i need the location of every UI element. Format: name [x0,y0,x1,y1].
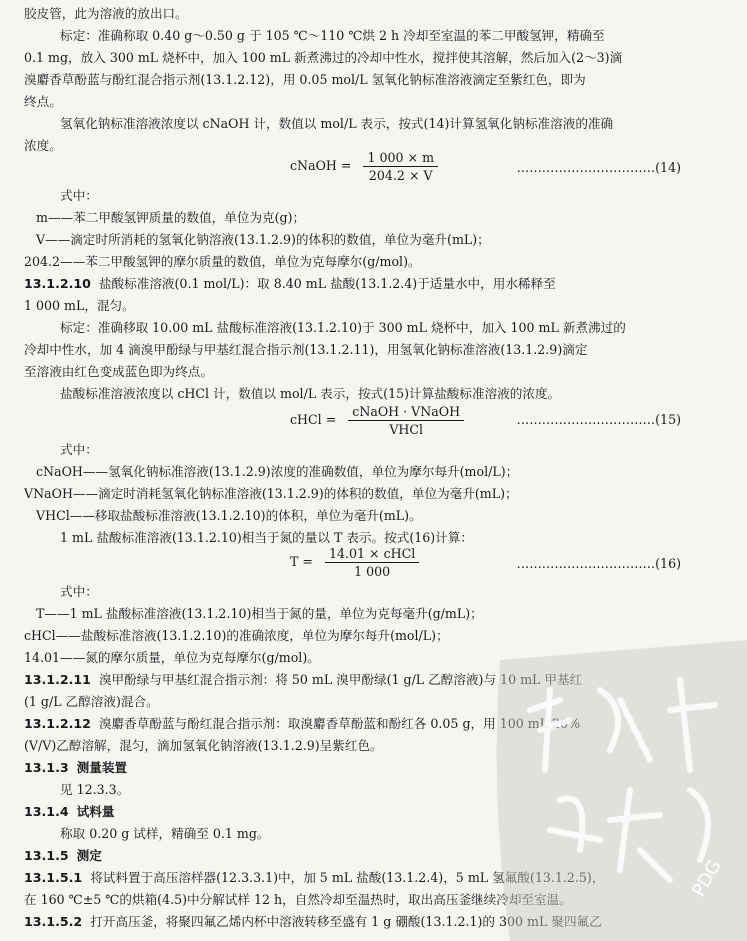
text-line: 氢氧化钠标准溶液浓度以 cNaOH 计，数值以 mol/L 表示，按式(14)计算氢氧化钠标准溶液的准确 [60,116,614,131]
formula-fraction [325,546,419,579]
text-line: 称取 0.20 g 试样，精确至 0.1 mg。 [60,826,270,841]
definition-line: cNaOH——氢氧化钠标准溶液(13.1.2.9)浓度的准确数值，单位为摩尔每升(mol/L)； [36,464,519,479]
definition-line: cHCl——盐酸标准溶液(13.1.2.10)的准确浓度，单位为摩尔每升(mol/L)； [24,628,449,643]
text-line: 见 12.3.3。 [60,782,130,797]
text-line: 标定：准确称取 0.40 g～0.50 g 于 105 ℃～110 ℃烘 2 h 冷却至室温的苯二甲酸氢钾，精确至 [60,28,605,43]
formula-lhs: T = [290,554,313,569]
text-line: 终点。 [24,94,62,109]
formula-numerator: 1 000 × m [363,150,438,167]
text-line: 标定：准确移取 10.00 mL 盐酸标准溶液(13.1.2.10)于 300 mL 烧杯中，加入 100 mL 新煮沸过的 [60,320,626,335]
section-number: 13.1.5.1 [24,870,83,885]
section-text: 溴甲酚绿与甲基红混合指示剂：将 50 mL 溴甲酚绿(1 g/L 乙醇溶液)与 10 mL 甲基红 [98,672,583,687]
formula-denominator: 1 000 [354,564,391,579]
heading-number: 13.1.4 [24,804,69,819]
heading-number: 13.1.5 [24,848,69,863]
definition-line: m——苯二甲酸氢钾质量的数值，单位为克(g)； [36,210,306,225]
text-line: 胶皮管，此为溶液的放出口。 [24,6,188,21]
equation-number: ……………………………(15) [516,412,681,427]
section-text: 打开高压釜，将聚四氟乙烯内杯中溶液转移至盛有 1 g 硼酸(13.1.2.1)的 300 mL 聚四氟乙 [90,914,602,929]
text-line: (V/V)乙醇溶解，混匀，滴加氢氧化钠溶液(13.1.2.9)呈紫红色。 [24,738,383,753]
section-number: 13.1.5.2 [24,914,83,929]
text-line: 1 mL 盐酸标准溶液(13.1.2.10)相当于氮的量以 T 表示。按式(16)计算： [60,530,473,545]
definition-line: VNaOH——滴定时消耗氢氧化钠标准溶液(13.1.2.9)的体积的数值，单位为毫升(mL)； [24,486,518,501]
formula-lhs: cHCl = [290,412,337,427]
text-line: 冷却中性水，加 4 滴溴甲酚绿与甲基红混合指示剂(13.1.2.11)，用氢氧化钠标准溶液(13.1.2.9)滴定 [24,342,588,357]
formula-denominator: VHCl [389,422,424,437]
section-number: 13.1.2.11 [24,672,91,687]
text-line: 式中： [60,188,98,203]
section-number: 13.1.2.10 [24,276,91,291]
formula-16 [290,546,419,579]
formula-fraction [348,404,464,437]
definition-line: VHCl——移取盐酸标准溶液(13.1.2.10)的体积，单位为毫升(mL)。 [36,508,422,523]
heading-text: 测量装置 [76,760,128,775]
text-line: 溴麝香草酚蓝与酚红混合指示剂(13.1.2.12)，用 0.05 mol/L 氢氧化钠标准溶液滴定至紫红色，即为 [24,72,586,87]
text-line: 1 000 mL，混匀。 [24,298,135,313]
definition-line: 14.01——氮的摩尔质量，单位为克每摩尔(g/mol)。 [24,650,320,665]
text-line: 式中： [60,442,98,457]
formula-fraction [363,150,438,183]
text-line: 在 160 ℃±5 ℃的烘箱(4.5)中分解试样 12 h，自然冷却至温热时，取出高压釜继续冷却至室温。 [24,892,572,907]
heading-number: 13.1.3 [24,760,69,775]
formula-denominator: 204.2 × V [368,168,433,183]
text-line: (1 g/L 乙醇溶液)混合。 [24,694,159,709]
watermark-seal [480,640,747,941]
text-line: 0.1 mg，放入 300 mL 烧杯中，加入 100 mL 新煮沸过的冷却中性水，搅拌使其溶解，然后加入(2～3)滴 [24,50,623,65]
section-line [24,274,687,294]
formula-14 [290,150,438,183]
text-line: 至溶液由红色变成蓝色即为终点。 [24,364,213,379]
section-text: 将试料置于高压溶样器(12.3.3.1)中，加 5 mL 盐酸(13.1.2.4)，5 mL 氢氟酸(13.1.2.5)， [90,870,605,885]
heading-text: 试料量 [76,804,115,819]
formula-15 [290,404,464,437]
text-line: 浓度。 [24,138,62,153]
definition-line: V——滴定时所消耗的氢氧化钠溶液(13.1.2.9)的体积的数值，单位为毫升(mL)； [36,232,490,247]
section-number: 13.1.2.12 [24,716,91,731]
equation-number: ……………………………(16) [516,556,681,571]
text-line: 盐酸标准溶液浓度以 cHCl 计，数值以 mol/L 表示，按式(15)计算盐酸标准溶液的浓度。 [60,386,561,401]
section-text: 溴麝香草酚蓝与酚红混合指示剂：取溴麝香草酚蓝和酚红各 0.05 g，用 100 mL 20% [98,716,581,731]
text-line: 式中： [60,584,98,599]
definition-line: 204.2——苯二甲酸氢钾的摩尔质量的数值，单位为克每摩尔(g/mol)。 [24,254,421,269]
definition-line: T——1 mL 盐酸标准溶液(13.1.2.10)相当于氮的量，单位为克每毫升(g/mL)； [36,606,483,621]
watermark-text: PDG [688,856,726,901]
heading-text: 测定 [76,848,102,863]
formula-numerator: 14.01 × cHCl [325,546,419,563]
section-text: 盐酸标准溶液(0.1 mol/L)：取 8.40 mL 盐酸(13.1.2.4)于适量水中，用水稀释至 [98,276,556,291]
formula-numerator: cNaOH · VNaOH [348,404,464,421]
equation-number: ……………………………(14) [516,160,681,175]
formula-lhs: cNaOH = [290,158,352,173]
